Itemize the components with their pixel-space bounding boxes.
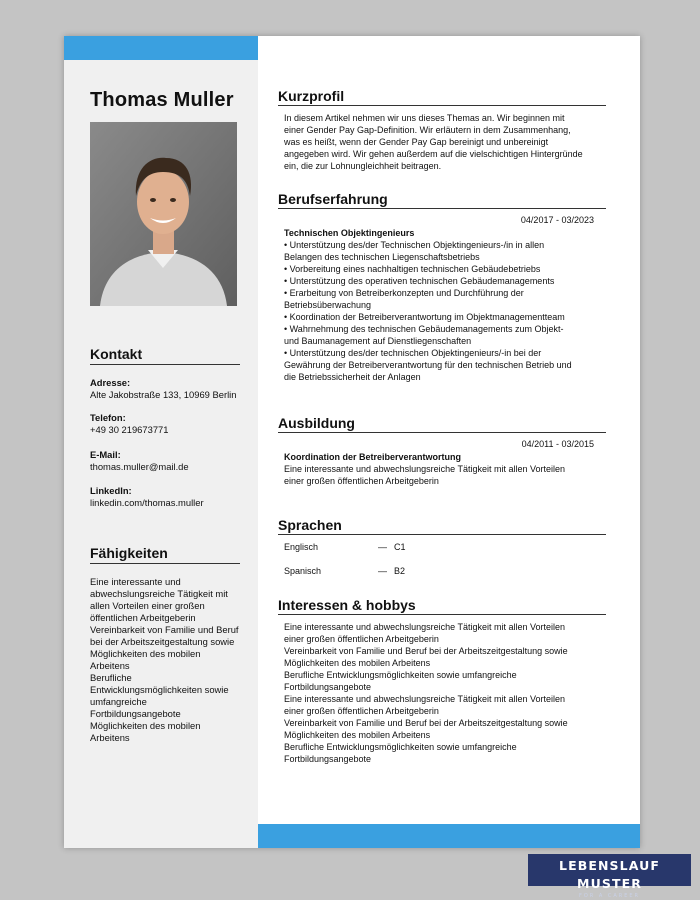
languages-heading: Sprachen [278, 517, 606, 535]
skills-line: Eine interessante und [90, 576, 181, 587]
experience-line: • Wahrnehmung des technischen Gebäudemanagements zum Objekt- [284, 324, 564, 334]
accent-bar-top [64, 36, 258, 60]
interests-line: einer großen öffentlichen Arbeitgeberin [284, 634, 439, 644]
language-separator: — [378, 542, 387, 552]
phone-label: Telefon: [90, 412, 126, 423]
language-level: C1 [394, 542, 406, 552]
skills-line: Arbeitens [90, 660, 130, 671]
skills-line: Arbeitens [90, 732, 130, 743]
experience-line: • Koordination der Betreiberverantwortung im Objektmanagementteam [284, 312, 565, 322]
experience-line: und Baumanagement auf Dienstliegenschaften [284, 336, 472, 346]
contact-heading: Kontakt [90, 346, 240, 365]
language-separator: — [378, 566, 387, 576]
profile-text [284, 112, 600, 172]
contact-linkedin [90, 485, 250, 509]
brand-subtitle: FOR A CAREER [578, 893, 641, 899]
experience-line: die Betriebssicherheit der Anlagen [284, 372, 421, 382]
skills-line: Möglichkeiten des mobilen [90, 648, 201, 659]
language-level: B2 [394, 566, 406, 576]
skills-line: umfangreiche [90, 696, 147, 707]
language-row [284, 566, 544, 578]
interests-line: Vereinbarkeit von Familie und Beruf bei der Arbeitszeitgestaltung sowie [284, 718, 568, 728]
interests-line: Fortbildungsangebote [284, 754, 372, 764]
skills-line: Fortbildungsangebote [90, 708, 181, 719]
skills-line: Vereinbarkeit von Familie und Beruf [90, 624, 239, 635]
linkedin-label: LinkedIn: [90, 485, 132, 496]
language-name: Englisch [284, 542, 319, 552]
skills-heading: Fähigkeiten [90, 545, 240, 564]
experience-line: • Unterstützung des/der Technischen Objektingenieurs-/in in allen [284, 240, 545, 250]
experience-line: Belangen des technischen Liegenschaftsbetriebs [284, 252, 480, 262]
skills-line: Entwicklungsmöglichkeiten sowie [90, 684, 229, 695]
skills-line: bei der Arbeitszeitgestaltung sowie [90, 636, 235, 647]
person-name: Thomas Muller [90, 89, 234, 111]
email-label: E-Mail: [90, 449, 121, 460]
experience-text [284, 227, 600, 383]
address-label: Adresse: [90, 377, 131, 388]
education-line: Eine interessante und abwechslungsreiche Tätigkeit mit allen Vorteilen [284, 464, 565, 474]
brand-title: LEBENSLAUF MUSTER [559, 858, 660, 891]
interests-line: Fortbildungsangebote [284, 682, 372, 692]
language-name: Spanisch [284, 566, 322, 576]
experience-title: Technischen Objektingenieurs [284, 228, 415, 238]
experience-line: • Vorbereitung eines nachhaltigen technischen Gebäudebetriebs [284, 264, 541, 274]
email-value[interactable]: thomas.muller@mail.de [90, 461, 189, 472]
education-line: einer großen öffentlichen Arbeitgeberin [284, 476, 439, 486]
interests-line: Eine interessante und abwechslungsreiche Tätigkeit mit allen Vorteilen [284, 694, 565, 704]
profile-line: einer Gender Pay Gap-Definition. Wir erläutern in dem Zusammenhang, [284, 125, 571, 135]
profile-photo [90, 122, 237, 306]
skills-line: öffentlichen Arbeitgeberin [90, 612, 196, 623]
skills-text [90, 576, 248, 744]
interests-line: einer großen öffentlichen Arbeitgeberin [284, 706, 439, 716]
address-value: Alte Jakobstraße 133, 10969 Berlin [90, 389, 237, 400]
education-heading: Ausbildung [278, 415, 606, 433]
profile-line: ein, die zur Lohnungleichheit beitragen. [284, 161, 442, 171]
brand-badge [528, 854, 691, 899]
interests-line: Berufliche Entwicklungsmöglichkeiten sowie umfangreiche [284, 670, 517, 680]
skills-line: Berufliche [90, 672, 132, 683]
education-text [284, 451, 600, 487]
accent-bar-bottom [258, 824, 640, 848]
contact-address [90, 377, 250, 401]
contact-email [90, 449, 250, 473]
profile-line: was es heißt, wenn der Gender Pay Gap bereinigt und unbereinigt [284, 137, 549, 147]
interests-line: Möglichkeiten des mobilen Arbeitens [284, 730, 431, 740]
experience-line: • Erarbeitung von Betreiberkonzepten und Durchführung der [284, 288, 524, 298]
experience-line: Betriebsüberwachung [284, 300, 372, 310]
interests-text [284, 621, 600, 765]
experience-line: Gewährung der Betreiberverantwortung für den technischen Betrieb und [284, 360, 572, 370]
skills-line: Möglichkeiten des mobilen [90, 720, 201, 731]
interests-line: Vereinbarkeit von Familie und Beruf bei der Arbeitszeitgestaltung sowie [284, 646, 568, 656]
skills-line: allen Vorteilen einer großen [90, 600, 205, 611]
interests-line: Berufliche Entwicklungsmöglichkeiten sowie umfangreiche [284, 742, 517, 752]
education-date: 04/2011 - 03/2015 [521, 439, 594, 449]
experience-line: • Unterstützung des operativen technischen Gebäudemanagements [284, 276, 555, 286]
portrait-image [90, 122, 237, 306]
interests-line: Möglichkeiten des mobilen Arbeitens [284, 658, 431, 668]
linkedin-value[interactable]: linkedin.com/thomas.muller [90, 497, 204, 508]
experience-heading: Berufserfahrung [278, 191, 606, 209]
profile-line: In diesem Artikel nehmen wir uns dieses Themas an. Wir beginnen mit [284, 113, 565, 123]
education-title: Koordination der Betreiberverantwortung [284, 452, 462, 462]
experience-line: • Unterstützung des/der technischen Objektingenieurs/-in bei der [284, 348, 542, 358]
resume-page [64, 36, 640, 848]
interests-line: Eine interessante und abwechslungsreiche Tätigkeit mit allen Vorteilen [284, 622, 565, 632]
interests-heading: Interessen & hobbys [278, 597, 606, 615]
profile-line: angegeben wird. Wir gehen außerdem auf die vielschichtigen Hintergründe [284, 149, 583, 159]
phone-value: +49 30 219673771 [90, 424, 169, 435]
experience-date: 04/2017 - 03/2023 [520, 215, 594, 225]
profile-heading: Kurzprofil [278, 88, 606, 106]
skills-line: abwechslungsreiche Tätigkeit mit [90, 588, 228, 599]
language-row [284, 542, 544, 554]
contact-phone [90, 412, 250, 436]
